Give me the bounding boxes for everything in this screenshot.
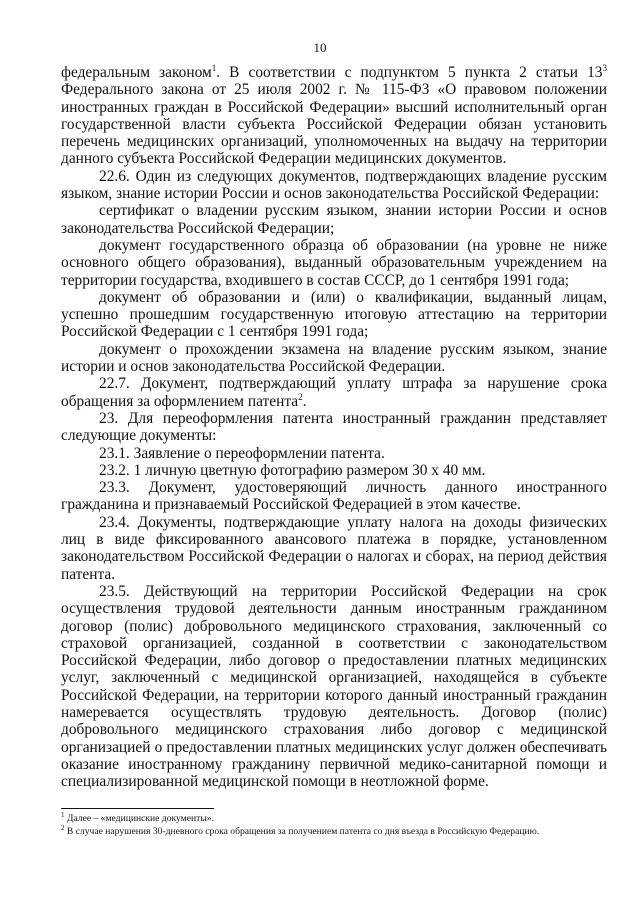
paragraph-education-document: документ об образовании и (или) о квалификации, выданный лицам, успешно прошедшим государственную итоговую аттестацию на территории Российской Федерации с 1 сентября 1991 года; (61, 288, 607, 341)
paragraph-continuation: федеральным законом$^1$. В соответствии с подпунктом 5 пункта 2 статьи $13^3$ Федерального закона от 25 июля 2002 г. № 115-ФЗ «О правовом положении иностранных граждан в Российской Федерации» высший исполнительный орган государственной власти субъекта Российской Федерации обязан установить перечень медицинских организаций, уполномоченных на выдачу на территории данного субъекта Российской Федерации медицинских документов. (61, 63, 608, 168)
page-number: 10 (313, 40, 327, 55)
body-text (61, 64, 607, 790)
paragraph-23: 23. Для переоформления патента иностранный гражданин представляет следующие документы: (61, 409, 607, 445)
footnotes (61, 813, 607, 838)
paragraph-23-4: 23.4. Документы, подтверждающие уплату налога на доходы физических лиц в виде фиксированного авансового платежа в порядке, установленном законодательством Российской Федерации о налогах и сборах, на период действия патента. (61, 513, 607, 583)
footnote-2: $^2$ В случае нарушения 30-дневного срока обращения за получением патента со дня въезда в Российскую Федерацию. (61, 823, 540, 837)
footnote-1: $^1$ Далее – «медицинские документы». (61, 811, 214, 824)
paragraph-state-document: документ государственного образца об образовании (на уровне не ниже основного общего образования), выданный образовательным учреждением на территории государства, входившего в состав СССР, до 1 сентября 1991 года; (61, 236, 607, 289)
paragraph-22-6: 22.6. Один из следующих документов, подтверждающих владение русским языком, знание истории России и основ законодательства Российской Федерации: (61, 167, 607, 203)
footnote-divider (61, 808, 214, 809)
paragraph-23-2: 23.2. 1 личную цветную фотографию размером 30 х 40 мм. (99, 461, 486, 479)
article-superscript: 3 (602, 63, 608, 73)
paragraph-23-5: 23.5. Действующий на территории Российской Федерации на срок осуществления трудовой деятельности данным иностранным гражданином договор (полис) добровольного медицинского страхования, заключенный со страховой организацией, созданной в соответствии с законодательством Российской Федерации, либо договор о предоставлении платных медицинских услуг, заключенный с медицинской организацией, находящейся в субъекте Российской Федерации, на территории которого данный иностранный гражданин намеревается осуществлять трудовую деятельность. Договор (полис) добровольного медицинского страхования либо договор с медицинской организацией о предоставлении платных медицинских услуг должен обеспечивать оказание иностранному гражданину первичной медико-санитарной помощи и специализированной медицинской помощи в неотложной форме. (61, 582, 607, 791)
paragraph-certificate: сертификат о владении русским языком, знании истории России и основ законодательства Российской Федерации; (61, 202, 607, 237)
paragraph-exam-document: документ о прохождении экзамена на владение русским языком, знание истории и основ законодательства Российской Федерации. (61, 340, 607, 376)
footnote-ref-1: 1 (211, 63, 217, 73)
paragraph-22-7: 22.7. Документ, подтверждающий уплату штрафа за нарушение срока обращения за оформлением патента$^2$. (61, 375, 607, 410)
footnote-ref-2: 2 (298, 391, 303, 402)
paragraph-23-1: 23.1. Заявление о переоформлении патента. (99, 444, 385, 462)
paragraph-23-3: 23.3. Документ, удостоверяющий личность данного иностранного гражданина и признаваемый Российской Федерацией в этом качестве. (61, 479, 607, 514)
